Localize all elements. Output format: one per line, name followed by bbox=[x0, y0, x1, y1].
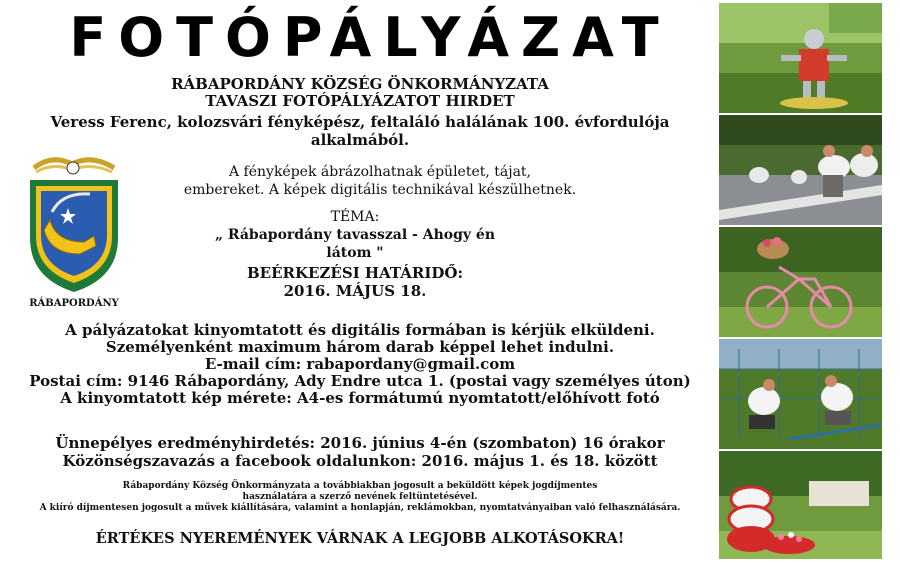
village-coat-of-arms bbox=[22, 150, 132, 310]
bicycle-icon bbox=[719, 227, 882, 337]
people-working-icon bbox=[719, 115, 882, 225]
fence-painting-photo bbox=[719, 339, 882, 449]
header-line-1: RÁBAPORDÁNY KÖZSÉG ÖNKORMÁNYZATA bbox=[171, 75, 549, 93]
print-size-line: A kinyomtatott kép mérete: A4-es formátumú nyomtatott/előhívott fotó bbox=[60, 389, 660, 407]
legal-block bbox=[10, 481, 710, 514]
intro-block bbox=[150, 163, 610, 199]
pink-bicycle-planter-photo bbox=[719, 227, 882, 337]
header-line-3: Veress Ferenc, kolozsvári fényképész, feltaláló halálának 100. évfordulója bbox=[50, 113, 670, 131]
coat-of-arms-icon bbox=[22, 150, 132, 310]
tyres-icon bbox=[719, 451, 882, 559]
deadline-label: BEÉRKEZÉSI HATÁRIDŐ: bbox=[247, 264, 463, 282]
closing-line: ÉRTÉKES NYEREMÉNYEK VÁRNAK A LEGJOBB ALKOTÁSOKRA! bbox=[95, 530, 625, 547]
legal-line-2: használatára a szerző nevének feltüntetésével. bbox=[242, 492, 478, 502]
people-fence-icon bbox=[719, 339, 882, 449]
email-line: E-mail cím: rabapordany@gmail.com bbox=[204, 355, 516, 373]
tin-man-sculpture-photo bbox=[719, 3, 882, 113]
deadline-block bbox=[200, 264, 510, 300]
public-vote-line: Közönségszavazás a facebook oldalunkon: 2016. május 1. és 18. között bbox=[62, 452, 658, 470]
events-block bbox=[10, 434, 710, 470]
intro-line-2: embereket. A képek digitális technikával készülhetnek. bbox=[183, 182, 577, 198]
volunteers-painting-photo bbox=[719, 115, 882, 225]
legal-line-3: A kiíró díjmentesen jogosult a művek kiállítására, valamint a honlapján, reklámokban, nyomtatványaiban való felhasználására. bbox=[39, 503, 681, 513]
poster-title: FOTÓPÁLYÁZAT bbox=[69, 6, 671, 69]
header-line-2: TAVASZI FOTÓPÁLYÁZATOT HIRDET bbox=[205, 92, 515, 110]
photo-strip bbox=[719, 3, 882, 559]
intro-line-1: A fényképek ábrázolhatnak épületet, tájat, bbox=[228, 164, 532, 180]
header-block bbox=[110, 76, 610, 110]
details-line-2: Személyenként maximum három darab képpel lehet indulni. bbox=[105, 338, 615, 356]
results-ceremony-line: Ünnepélyes eredményhirdetés: 2016. június 4-én (szombaton) 16 órakor bbox=[55, 434, 665, 452]
crest-caption: RÁBAPORDÁNY bbox=[29, 298, 119, 309]
anniversary-block bbox=[40, 113, 680, 149]
tyre-flower-bed-photo bbox=[719, 451, 882, 559]
tin-man-icon bbox=[719, 3, 882, 113]
details-block bbox=[10, 322, 710, 407]
legal-line-1: Rábapordány Község Önkormányzata a továbbiakban jogosult a beküldött képek jogdíjmentes bbox=[122, 481, 598, 491]
theme-value: „ Rábapordány tavasszal - Ahogy én látom " bbox=[214, 227, 496, 261]
postal-address-line: Postai cím: 9146 Rábapordány, Ady Endre utca 1. (postai vagy személyes úton) bbox=[29, 372, 691, 390]
theme-block bbox=[200, 208, 510, 262]
details-line-1: A pályázatokat kinyomtatott és digitális formában is kérjük elküldeni. bbox=[65, 321, 655, 339]
header-line-4: alkalmából. bbox=[310, 131, 410, 149]
deadline-value: 2016. MÁJUS 18. bbox=[283, 282, 427, 300]
theme-label: TÉMA: bbox=[330, 209, 380, 225]
